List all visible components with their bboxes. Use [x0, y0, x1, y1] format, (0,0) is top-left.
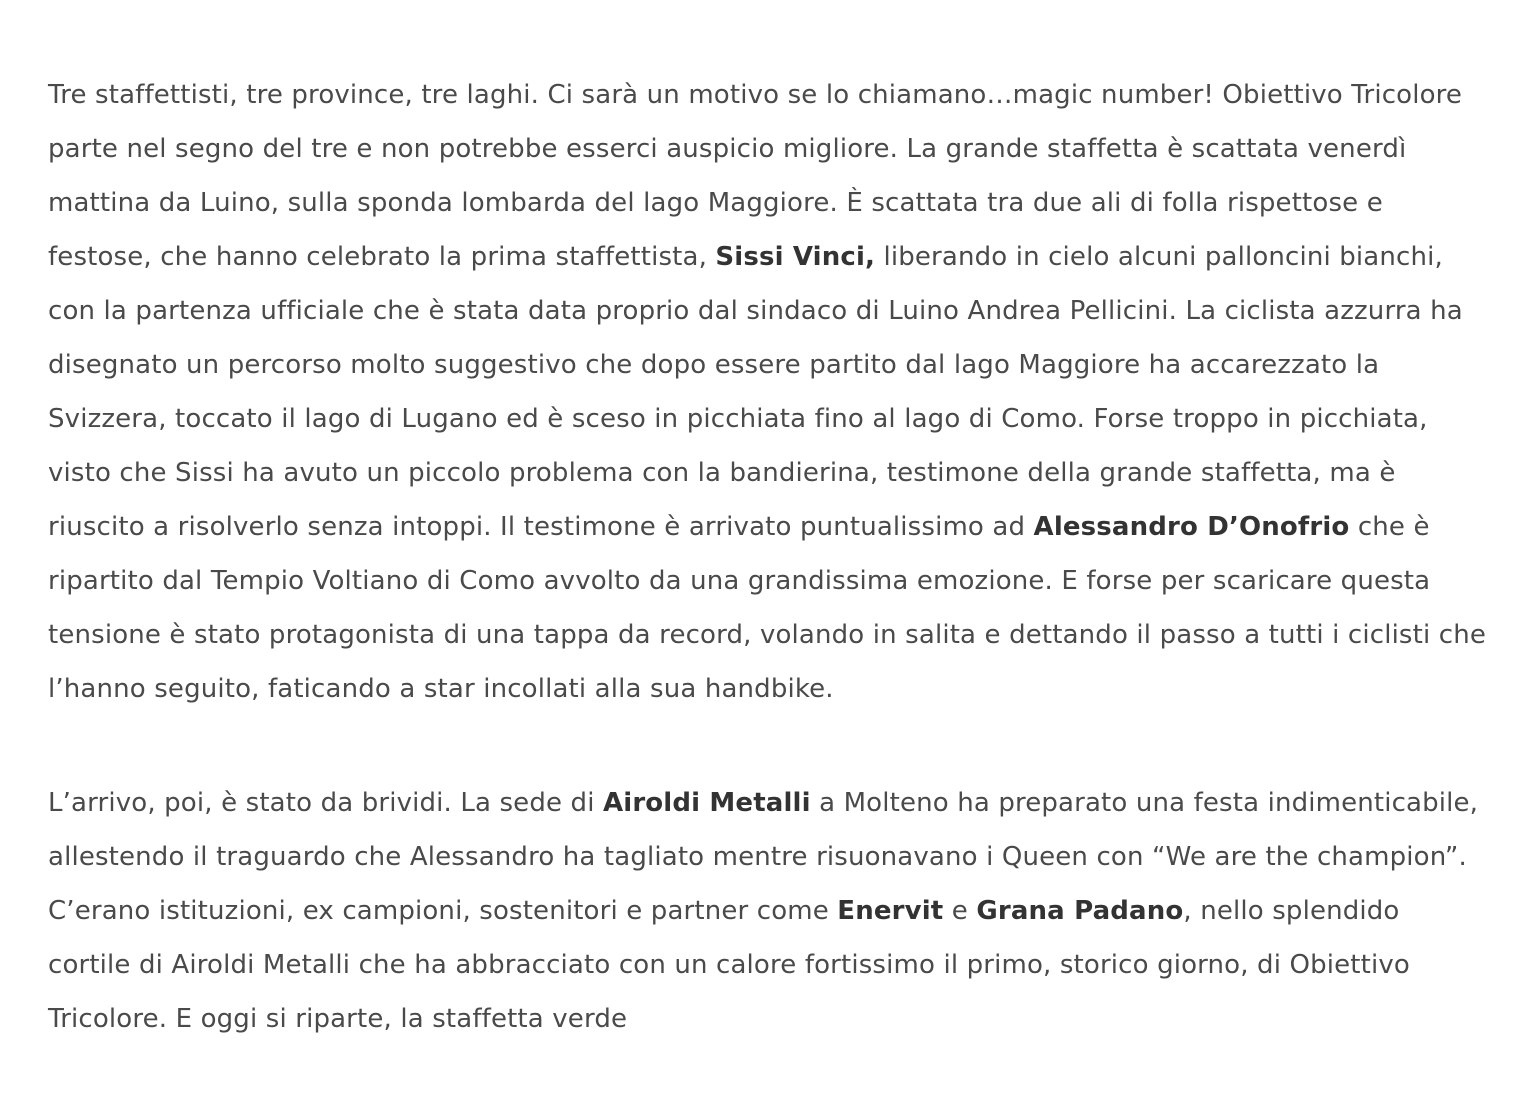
paragraph-text: e — [943, 896, 977, 926]
sponsor-name-airoldi-metalli: Airoldi Metalli — [602, 788, 811, 818]
paragraph-text: che è ripartito dal Tempio Voltiano di Como avvolto da una grandissima emozione. E forse per scaricare questa tensione è stato protagonista di una tappa da record, volando in salita e dettando il passo a tutti i ciclisti che l’hanno seguito, faticando a star incollati alla sua handbike. — [48, 512, 1486, 704]
article-paragraph-2 — [48, 776, 1488, 1046]
sponsor-name-enervit: Enervit — [837, 896, 944, 926]
paragraph-text: Tre staffettisti, tre province, tre laghi. Ci sarà un motivo se lo chiamano…magic number! Obiettivo Tricolore parte nel segno del tre e non potrebbe esserci auspicio migliore. La grande staffetta è scattata venerdì mattina da Luino, sulla sponda lombarda del lago Maggiore. È scattata tra due ali di folla rispettose e festose, che hanno celebrato la prima staffettista, — [48, 80, 1463, 272]
paragraph-text: L’arrivo, poi, è stato da brividi. La sede di — [48, 788, 603, 818]
athlete-name-sissi-vinci: Sissi Vinci, — [715, 242, 876, 272]
sponsor-name-grana-padano: Grana Padano — [976, 896, 1184, 926]
paragraph-text: liberando in cielo alcuni palloncini bianchi, con la partenza ufficiale che è stata data proprio dal sindaco di Luino Andrea Pellicini. La ciclista azzurra ha disegnato un percorso molto suggestivo che dopo essere partito dal lago Maggiore ha accarezzato la Svizzera, toccato il lago di Lugano ed è sceso in picchiata fino al lago di Como. Forse troppo in picchiata, visto che Sissi ha avuto un piccolo problema con la bandierina, testimone della grande staffetta, ma è riuscito a risolverlo senza intoppi. Il testimone è arrivato puntualissimo ad — [48, 242, 1463, 542]
article-body — [48, 68, 1488, 1106]
paragraph-text: a Molteno ha preparato una festa indimenticabile, allestendo il traguardo che Alessandro ha tagliato mentre risuonavano i Queen con “We are the champion”. C’erano istituzioni, ex campioni, sostenitori e partner come — [48, 788, 1479, 926]
article-paragraph-1 — [48, 68, 1488, 716]
paragraph-text: , nello splendido cortile di Airoldi Metalli che ha abbracciato con un calore fortissimo il primo, storico giorno, di Obiettivo Tricolore. E oggi si riparte, la staffetta verde — [48, 896, 1410, 1034]
athlete-name-alessandro-donofrio: Alessandro D’Onofrio — [1033, 512, 1350, 542]
